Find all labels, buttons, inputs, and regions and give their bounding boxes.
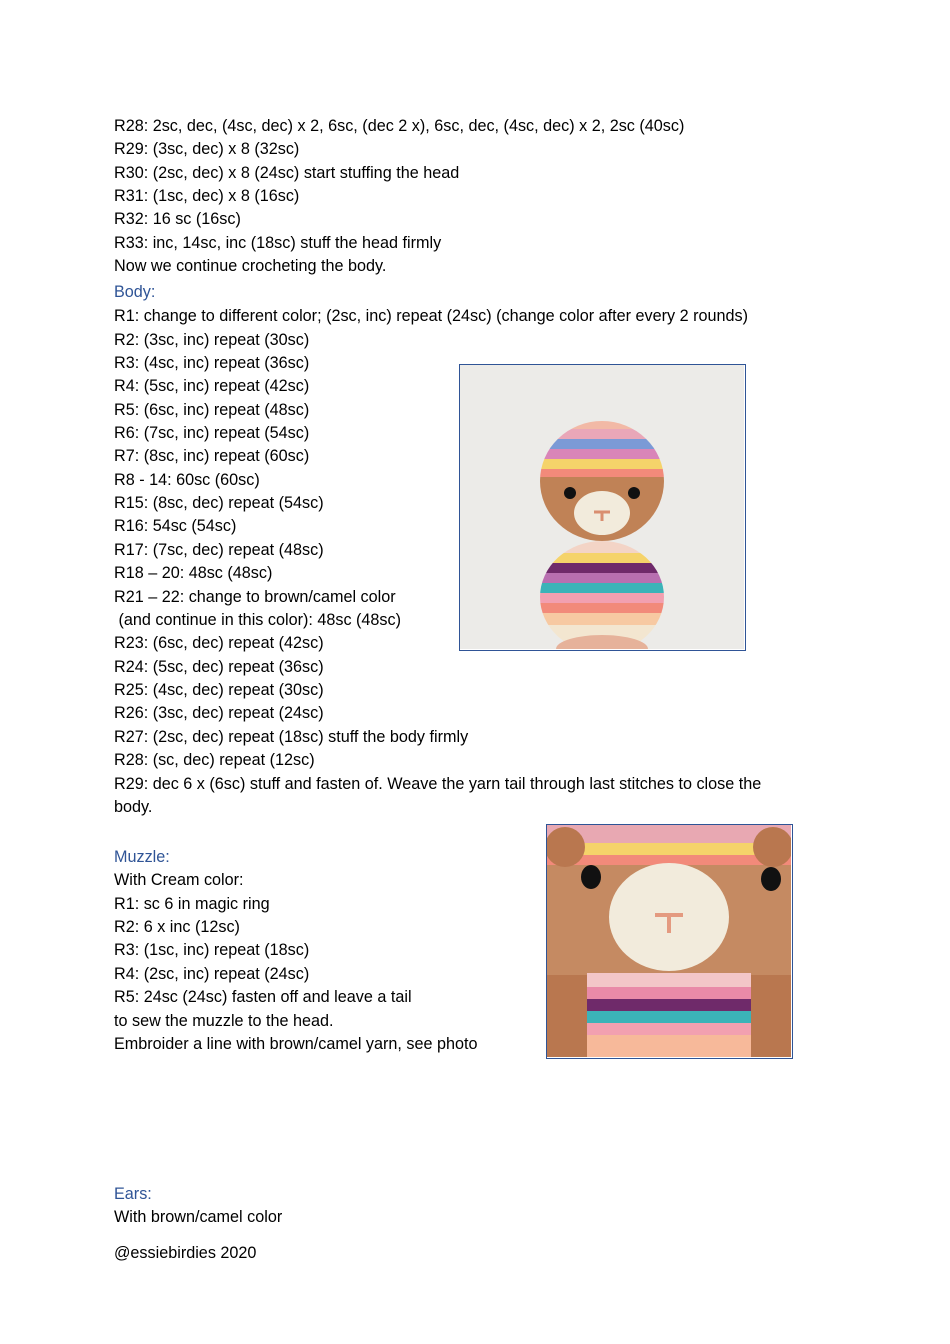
pattern-line: R1: sc 6 in magic ring bbox=[114, 895, 270, 913]
pattern-line: R28: 2sc, dec, (4sc, dec) x 2, 6sc, (dec 2 x), 6sc, dec, (4sc, dec) x 2, 2sc (40sc) bbox=[114, 117, 685, 135]
pattern-line: R6: (7sc, inc) repeat (54sc) bbox=[114, 424, 310, 442]
pattern-line: R23: (6sc, dec) repeat (42sc) bbox=[114, 634, 324, 652]
pattern-line: R5: 24sc (24sc) fasten off and leave a tail bbox=[114, 988, 412, 1006]
pattern-line: to sew the muzzle to the head. bbox=[114, 1012, 334, 1030]
section-heading-body: Body: bbox=[114, 283, 156, 301]
pattern-line: R25: (4sc, dec) repeat (30sc) bbox=[114, 681, 324, 699]
pattern-line: R29: (3sc, dec) x 8 (32sc) bbox=[114, 140, 300, 158]
pattern-line: R18 – 20: 48sc (48sc) bbox=[114, 564, 273, 582]
pattern-line: R8 - 14: 60sc (60sc) bbox=[114, 471, 260, 489]
pattern-line: R4: (2sc, inc) repeat (24sc) bbox=[114, 965, 310, 983]
bear-photo-full bbox=[459, 364, 746, 651]
pattern-line: body. bbox=[114, 798, 153, 816]
pattern-line: R7: (8sc, inc) repeat (60sc) bbox=[114, 447, 310, 465]
pattern-line: R31: (1sc, dec) x 8 (16sc) bbox=[114, 187, 300, 205]
section-heading-muzzle: Muzzle: bbox=[114, 848, 170, 866]
bear-illustration bbox=[460, 365, 744, 649]
pattern-line: (and continue in this color): 48sc (48sc) bbox=[114, 611, 402, 629]
pattern-line: R29: dec 6 x (6sc) stuff and fasten of. Weave the yarn tail through last stitches to close the bbox=[114, 775, 762, 793]
pattern-line: R26: (3sc, dec) repeat (24sc) bbox=[114, 704, 324, 722]
pattern-line: Embroider a line with brown/camel yarn, see photo bbox=[114, 1035, 478, 1053]
pattern-line: R5: (6sc, inc) repeat (48sc) bbox=[114, 401, 310, 419]
pattern-line: R16: 54sc (54sc) bbox=[114, 517, 237, 535]
pattern-line: With brown/camel color bbox=[114, 1208, 283, 1226]
pattern-line: R33: inc, 14sc, inc (18sc) stuff the head firmly bbox=[114, 234, 442, 252]
pattern-line: Now we continue crocheting the body. bbox=[114, 257, 387, 275]
pattern-line: R3: (4sc, inc) repeat (36sc) bbox=[114, 354, 310, 372]
pattern-line: R2: (3sc, inc) repeat (30sc) bbox=[114, 331, 310, 349]
bear-photo-closeup bbox=[546, 824, 793, 1059]
pattern-line: R32: 16 sc (16sc) bbox=[114, 210, 241, 228]
pattern-line: R15: (8sc, dec) repeat (54sc) bbox=[114, 494, 324, 512]
pattern-line: R28: (sc, dec) repeat (12sc) bbox=[114, 751, 315, 769]
pattern-line: R30: (2sc, dec) x 8 (24sc) start stuffing the head bbox=[114, 164, 460, 182]
pattern-line: R17: (7sc, dec) repeat (48sc) bbox=[114, 541, 324, 559]
pattern-line: R2: 6 x inc (12sc) bbox=[114, 918, 240, 936]
pattern-line: R1: change to different color; (2sc, inc) repeat (24sc) (change color after every 2 rounds) bbox=[114, 307, 749, 325]
pattern-line: With Cream color: bbox=[114, 871, 244, 889]
pattern-line: R3: (1sc, inc) repeat (18sc) bbox=[114, 941, 310, 959]
pattern-line: R21 – 22: change to brown/camel color bbox=[114, 588, 396, 606]
section-heading-ears: Ears: bbox=[114, 1185, 152, 1203]
pattern-line: R24: (5sc, dec) repeat (36sc) bbox=[114, 658, 324, 676]
pattern-line: R4: (5sc, inc) repeat (42sc) bbox=[114, 377, 310, 395]
bear-closeup-illustration bbox=[547, 825, 791, 1057]
footer-credit: @essiebirdies 2020 bbox=[114, 1244, 257, 1262]
pattern-line: R27: (2sc, dec) repeat (18sc) stuff the body firmly bbox=[114, 728, 469, 746]
